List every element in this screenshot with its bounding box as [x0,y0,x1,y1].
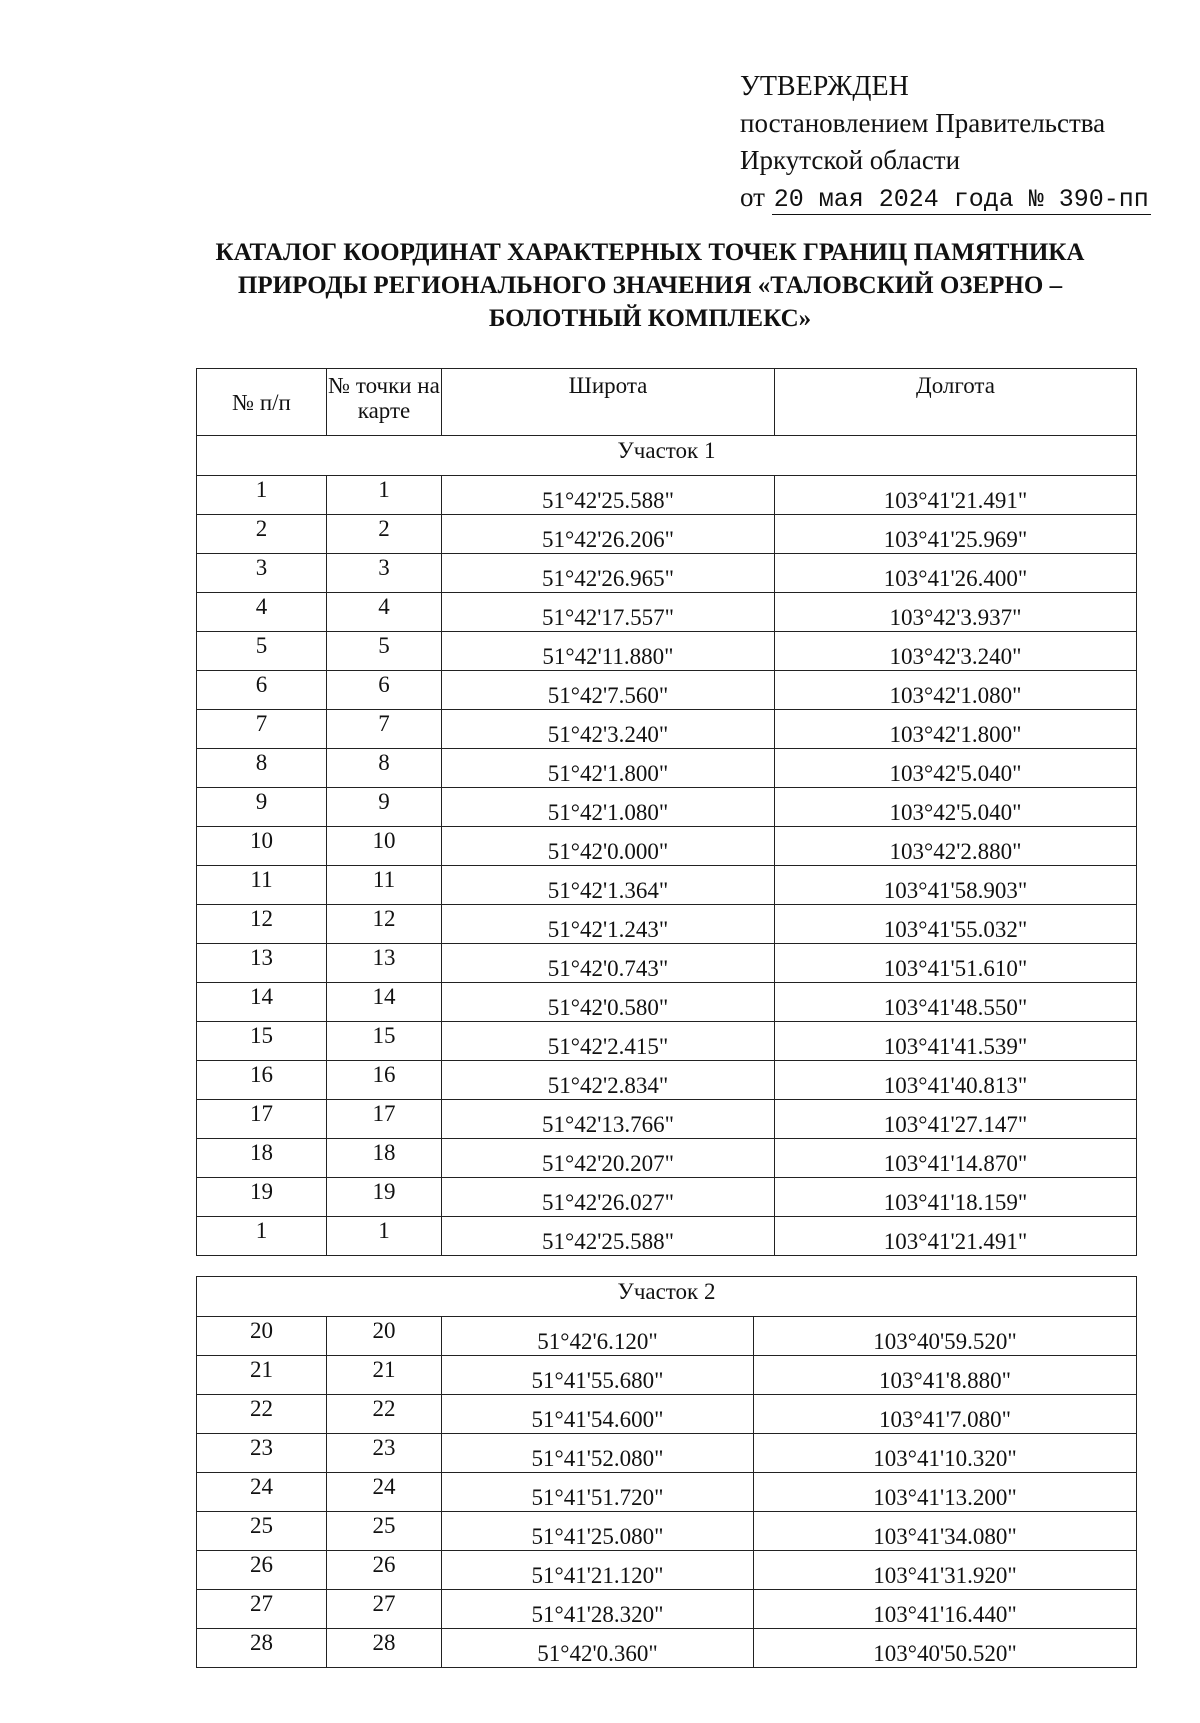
table-row [197,827,1137,866]
point-number-cell: 28 [327,1629,442,1668]
table-row [197,944,1137,983]
header-latitude: Широта [442,369,775,436]
longitude-cell: 103°41'14.870" [775,1139,1137,1178]
longitude-cell: 103°41'51.610" [775,944,1137,983]
table-row [197,1434,1137,1473]
point-number-cell: 1 [327,1217,442,1256]
longitude-cell: 103°41'27.147" [775,1100,1137,1139]
latitude-cell: 51°42'3.240" [442,710,775,749]
longitude-cell: 103°41'34.080" [754,1512,1137,1551]
table-row [197,554,1137,593]
table-row [197,788,1137,827]
longitude-cell: 103°41'13.200" [754,1473,1137,1512]
row-number-cell: 2 [197,515,327,554]
latitude-cell: 51°42'17.557" [442,593,775,632]
latitude-cell: 51°42'6.120" [442,1317,754,1356]
table-row [197,749,1137,788]
longitude-cell: 103°41'55.032" [775,905,1137,944]
table-row [197,1629,1137,1668]
point-number-cell: 15 [327,1022,442,1061]
row-number-cell: 15 [197,1022,327,1061]
longitude-cell: 103°42'1.080" [775,671,1137,710]
latitude-cell: 51°42'26.965" [442,554,775,593]
row-number-cell: 24 [197,1473,327,1512]
approval-heading: УТВЕРЖДЕН [740,71,909,102]
latitude-cell: 51°42'0.580" [442,983,775,1022]
row-number-cell: 27 [197,1590,327,1629]
latitude-cell: 51°42'20.207" [442,1139,775,1178]
latitude-cell: 51°42'26.027" [442,1178,775,1217]
point-number-cell: 26 [327,1551,442,1590]
header-point-number: № точки на карте [327,369,442,436]
latitude-cell: 51°42'0.000" [442,827,775,866]
row-number-cell: 3 [197,554,327,593]
point-number-cell: 4 [327,593,442,632]
point-number-cell: 27 [327,1590,442,1629]
row-number-cell: 7 [197,710,327,749]
longitude-cell: 103°42'3.937" [775,593,1137,632]
longitude-cell: 103°41'21.491" [775,476,1137,515]
longitude-cell: 103°42'2.880" [775,827,1137,866]
latitude-cell: 51°42'0.360" [442,1629,754,1668]
table-row [197,1395,1137,1434]
point-number-cell: 23 [327,1434,442,1473]
latitude-cell: 51°42'1.364" [442,866,775,905]
point-number-cell: 8 [327,749,442,788]
row-number-cell: 19 [197,1178,327,1217]
longitude-cell: 103°41'31.920" [754,1551,1137,1590]
latitude-cell: 51°42'13.766" [442,1100,775,1139]
longitude-cell: 103°42'1.800" [775,710,1137,749]
latitude-cell: 51°42'1.243" [442,905,775,944]
section-row [197,1277,1137,1317]
latitude-cell: 51°41'28.320" [442,1590,754,1629]
point-number-cell: 22 [327,1395,442,1434]
table-row [197,866,1137,905]
row-number-cell: 21 [197,1356,327,1395]
latitude-cell: 51°42'1.800" [442,749,775,788]
longitude-cell: 103°41'10.320" [754,1434,1137,1473]
table-row [197,905,1137,944]
point-number-cell: 3 [327,554,442,593]
latitude-cell: 51°42'25.588" [442,476,775,515]
latitude-cell: 51°41'51.720" [442,1473,754,1512]
table-row [197,1356,1137,1395]
table-row [197,515,1137,554]
longitude-cell: 103°41'48.550" [775,983,1137,1022]
point-number-cell: 6 [327,671,442,710]
latitude-cell: 51°42'11.880" [442,632,775,671]
header-longitude: Долгота [775,369,1137,436]
longitude-cell: 103°41'16.440" [754,1590,1137,1629]
table-row [197,1217,1137,1256]
table-row [197,671,1137,710]
row-number-cell: 26 [197,1551,327,1590]
approval-date-prefix: от [740,182,765,212]
longitude-cell: 103°41'25.969" [775,515,1137,554]
row-number-cell: 12 [197,905,327,944]
point-number-cell: 14 [327,983,442,1022]
row-number-cell: 14 [197,983,327,1022]
table-header-row [197,369,1137,436]
approval-date-line [740,179,1180,218]
row-number-cell: 6 [197,671,327,710]
row-number-cell: 17 [197,1100,327,1139]
point-number-cell: 20 [327,1317,442,1356]
row-number-cell: 4 [197,593,327,632]
point-number-cell: 18 [327,1139,442,1178]
row-number-cell: 1 [197,476,327,515]
row-number-cell: 13 [197,944,327,983]
coordinates-table-section-2 [196,1276,1137,1668]
table-row [197,1590,1137,1629]
longitude-cell: 103°42'3.240" [775,632,1137,671]
approval-authority: постановлением Правительства [740,108,1106,138]
longitude-cell: 103°42'5.040" [775,788,1137,827]
longitude-cell: 103°41'21.491" [775,1217,1137,1256]
header-row-number: № п/п [197,369,327,436]
point-number-cell: 7 [327,710,442,749]
latitude-cell: 51°42'25.588" [442,1217,775,1256]
table-row [197,710,1137,749]
point-number-cell: 9 [327,788,442,827]
longitude-cell: 103°41'8.880" [754,1356,1137,1395]
table-row [197,476,1137,515]
table-row [197,1551,1137,1590]
row-number-cell: 25 [197,1512,327,1551]
point-number-cell: 21 [327,1356,442,1395]
longitude-cell: 103°41'7.080" [754,1395,1137,1434]
section-title: Участок 2 [197,1277,1137,1317]
section-title: Участок 1 [197,436,1137,476]
point-number-cell: 1 [327,476,442,515]
approval-region: Иркутской области [740,145,961,175]
point-number-cell: 24 [327,1473,442,1512]
table-row [197,1100,1137,1139]
latitude-cell: 51°41'55.680" [442,1356,754,1395]
row-number-cell: 23 [197,1434,327,1473]
point-number-cell: 11 [327,866,442,905]
longitude-cell: 103°40'50.520" [754,1629,1137,1668]
row-number-cell: 16 [197,1061,327,1100]
longitude-cell: 103°41'18.159" [775,1178,1137,1217]
longitude-cell: 103°41'40.813" [775,1061,1137,1100]
table-row [197,1022,1137,1061]
row-number-cell: 1 [197,1217,327,1256]
longitude-cell: 103°42'5.040" [775,749,1137,788]
row-number-cell: 11 [197,866,327,905]
row-number-cell: 8 [197,749,327,788]
latitude-cell: 51°42'26.206" [442,515,775,554]
table-row [197,1178,1137,1217]
row-number-cell: 28 [197,1629,327,1668]
point-number-cell: 12 [327,905,442,944]
table-row [197,1139,1137,1178]
latitude-cell: 51°41'25.080" [442,1512,754,1551]
longitude-cell: 103°41'26.400" [775,554,1137,593]
latitude-cell: 51°41'21.120" [442,1551,754,1590]
section-row [197,436,1137,476]
coordinates-table-section-1 [196,368,1137,1256]
point-number-cell: 2 [327,515,442,554]
table-row [197,983,1137,1022]
latitude-cell: 51°42'7.560" [442,671,775,710]
longitude-cell: 103°40'59.520" [754,1317,1137,1356]
row-number-cell: 22 [197,1395,327,1434]
latitude-cell: 51°41'52.080" [442,1434,754,1473]
longitude-cell: 103°41'58.903" [775,866,1137,905]
approval-block [740,68,1180,218]
row-number-cell: 5 [197,632,327,671]
table-row [197,632,1137,671]
point-number-cell: 19 [327,1178,442,1217]
point-number-cell: 17 [327,1100,442,1139]
row-number-cell: 9 [197,788,327,827]
point-number-cell: 25 [327,1512,442,1551]
point-number-cell: 16 [327,1061,442,1100]
latitude-cell: 51°42'2.834" [442,1061,775,1100]
table-row [197,1317,1137,1356]
longitude-cell: 103°41'41.539" [775,1022,1137,1061]
point-number-cell: 13 [327,944,442,983]
latitude-cell: 51°42'0.743" [442,944,775,983]
row-number-cell: 10 [197,827,327,866]
latitude-cell: 51°42'2.415" [442,1022,775,1061]
table-row [197,1512,1137,1551]
point-number-cell: 5 [327,632,442,671]
document-title: КАТАЛОГ КООРДИНАТ ХАРАКТЕРНЫХ ТОЧЕК ГРАНИЦ ПАМЯТНИКА ПРИРОДЫ РЕГИОНАЛЬНОГО ЗНАЧЕНИЯ «ТАЛОВСКИЙ ОЗЕРНО – БОЛОТНЫЙ КОМПЛЕКС» [215,239,1085,332]
table-row [197,1473,1137,1512]
table-row [197,1061,1137,1100]
approval-date-value: 20 мая 2024 года № 390-пп [773,185,1149,214]
point-number-cell: 10 [327,827,442,866]
row-number-cell: 18 [197,1139,327,1178]
row-number-cell: 20 [197,1317,327,1356]
latitude-cell: 51°42'1.080" [442,788,775,827]
table-row [197,593,1137,632]
latitude-cell: 51°41'54.600" [442,1395,754,1434]
